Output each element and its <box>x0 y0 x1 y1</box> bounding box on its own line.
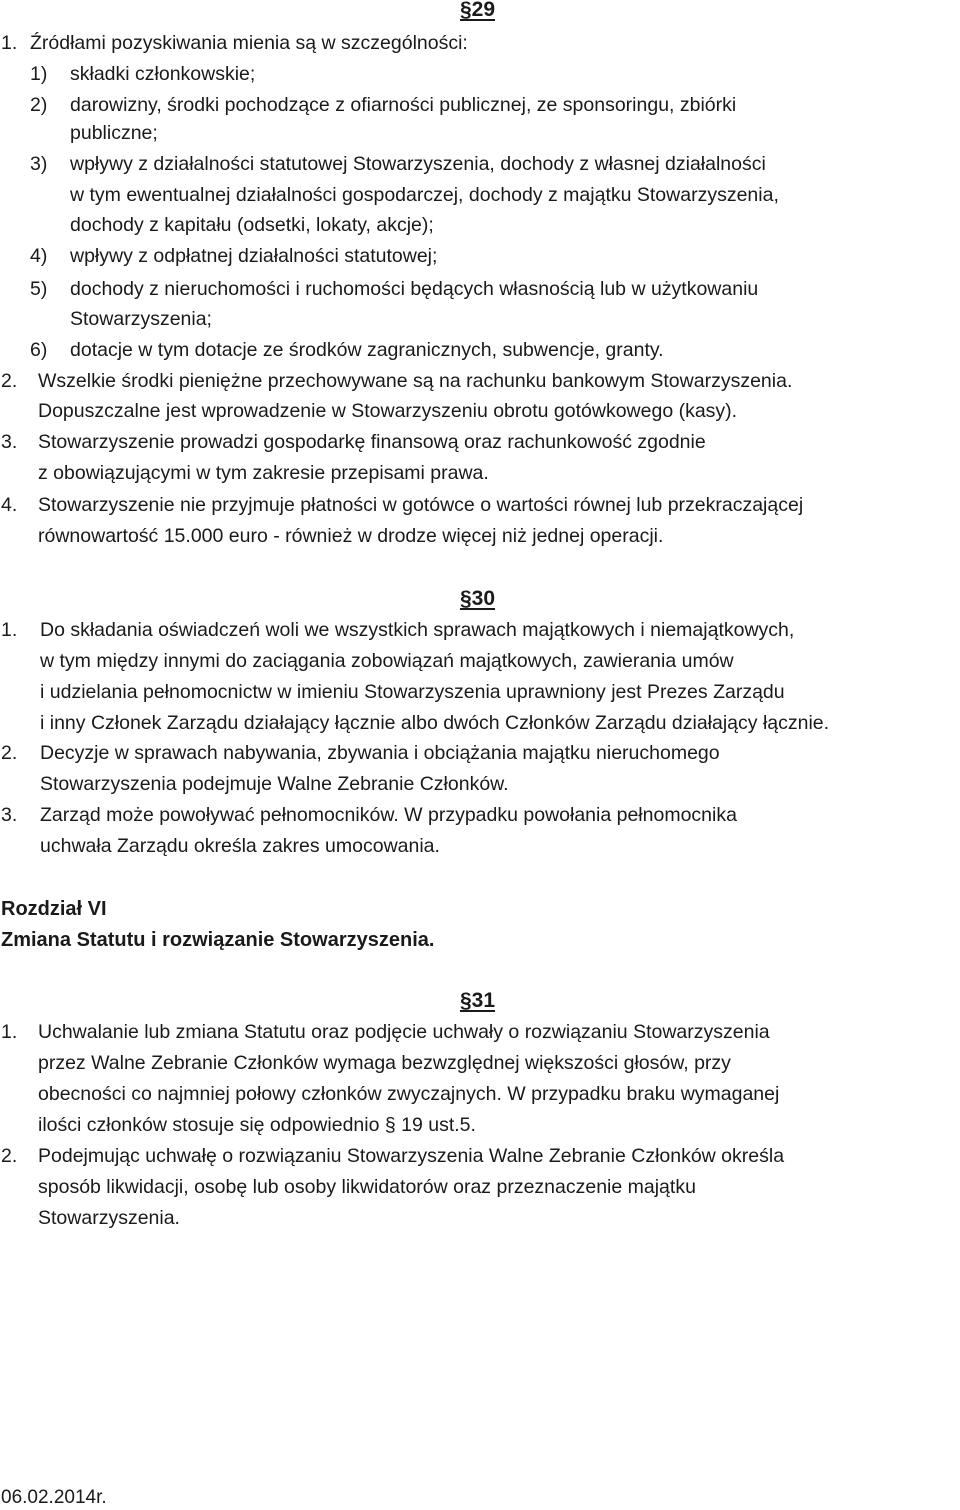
s31-p1-line4: ilości członków stosuje się odpowiednio § 19 ust.5. <box>38 1114 476 1136</box>
s30-p1-number: 1. <box>1 619 18 641</box>
s31-p1-line2: przez Walne Zebranie Członków wymaga bezwzględnej większości głosów, przy <box>38 1052 731 1074</box>
s30-p1-line2: w tym między innymi do zaciągania zobowiązań majątkowych, zawierania umów <box>40 650 734 672</box>
s29-p4-line2: równowartość 15.000 euro - również w drodze więcej niż jednej operacji. <box>38 525 664 547</box>
chapter-subtitle: Zmiana Statutu i rozwiązanie Stowarzyszenia. <box>1 929 435 951</box>
s29-item2-line1: darowizny, środki pochodzące z ofiarności publicznej, ze sponsoringu, zbiórki <box>70 94 737 116</box>
s31-p1-number: 1. <box>1 1021 18 1043</box>
s29-p2-line2: Dopuszczalne jest wprowadzenie w Stowarzyszeniu obrotu gotówkowego (kasy). <box>38 400 738 422</box>
s31-p2-number: 2. <box>1 1145 18 1167</box>
s30-p2-line2: Stowarzyszenia podejmuje Walne Zebranie Członków. <box>40 773 509 795</box>
s29-item3-number: 3) <box>30 153 48 175</box>
s29-item5-line1: dochody z nieruchomości i ruchomości będących własnością lub w użytkowaniu <box>70 278 759 300</box>
s30-p3-number: 3. <box>1 804 18 826</box>
footer-date: 06.02.2014r. <box>1 1487 107 1508</box>
s29-p2-number: 2. <box>1 370 18 392</box>
s29-item4-line1: wpływy z odpłatnej działalności statutowej; <box>70 245 438 267</box>
s29-p4-line1: Stowarzyszenie nie przyjmuje płatności w gotówce o wartości równej lub przekraczającej <box>38 494 804 516</box>
s30-p2-line1: Decyzje w sprawach nabywania, zbywania i obciążania majątku nieruchomego <box>40 742 720 764</box>
s29-p3-line1: Stowarzyszenie prowadzi gospodarkę finansową oraz rachunkowość zgodnie <box>38 431 706 453</box>
s29-item2-line2: publiczne; <box>70 122 158 144</box>
s29-item1-number: 1) <box>30 63 48 85</box>
section-30-heading: §30 <box>460 587 496 610</box>
s29-item6-number: 6) <box>30 339 48 361</box>
s29-p3-line2: z obowiązującymi w tym zakresie przepisami prawa. <box>38 462 489 484</box>
s29-item1-line1: składki członkowskie; <box>70 63 256 85</box>
s30-p3-line2: uchwała Zarządu określa zakres umocowania. <box>40 835 440 857</box>
section-29-heading: §29 <box>460 0 496 21</box>
s29-item5-line2: Stowarzyszenia; <box>70 308 212 330</box>
s31-p2-line2: sposób likwidacji, osobę lub osoby likwidatorów oraz przeznaczenie majątku <box>38 1176 696 1198</box>
s31-p1-line1: Uchwalanie lub zmiana Statutu oraz podjęcie uchwały o rozwiązaniu Stowarzyszenia <box>38 1021 770 1043</box>
s29-item3-line2: w tym ewentualnej działalności gospodarczej, dochody z majątku Stowarzyszenia, <box>70 184 779 206</box>
s30-p1-line1: Do składania oświadczeń woli we wszystkich sprawach majątkowych i niemajątkowych, <box>40 619 795 641</box>
s31-p2-line1: Podejmując uchwałę o rozwiązaniu Stowarzyszenia Walne Zebranie Członków określa <box>38 1145 785 1167</box>
s29-item2-number: 2) <box>30 94 48 116</box>
s29-p1-text: Źródłami pozyskiwania mienia są w szczególności: <box>30 32 468 54</box>
s30-p1-line4: i inny Członek Zarządu działający łącznie albo dwóch Członków Zarządu działający łącznie. <box>40 712 830 734</box>
chapter-title: Rozdział VI <box>1 898 107 920</box>
s31-p1-line3: obecności co najmniej połowy członków zwyczajnych. W przypadku braku wymaganej <box>38 1083 780 1105</box>
section-31-heading: §31 <box>460 989 496 1012</box>
s29-p3-number: 3. <box>1 431 18 453</box>
s29-item5-number: 5) <box>30 278 48 300</box>
s29-item3-line3: dochody z kapitału (odsetki, lokaty, akcje); <box>70 214 434 236</box>
s29-p2-line1: Wszelkie środki pieniężne przechowywane są na rachunku bankowym Stowarzyszenia. <box>38 370 793 392</box>
s30-p1-line3: i udzielania pełnomocnictw w imieniu Stowarzyszenia uprawniony jest Prezes Zarządu <box>40 681 785 703</box>
s29-p4-number: 4. <box>1 494 18 516</box>
s30-p2-number: 2. <box>1 742 18 764</box>
s29-item3-line1: wpływy z działalności statutowej Stowarzyszenia, dochody z własnej działalności <box>70 153 766 175</box>
s29-p1-number: 1. <box>1 32 18 54</box>
s29-item6-line1: dotacje w tym dotacje ze środków zagranicznych, subwencje, granty. <box>70 339 664 361</box>
s30-p3-line1: Zarząd może powoływać pełnomocników. W przypadku powołania pełnomocnika <box>40 804 737 826</box>
s31-p2-line3: Stowarzyszenia. <box>38 1207 180 1229</box>
s29-item4-number: 4) <box>30 245 48 267</box>
